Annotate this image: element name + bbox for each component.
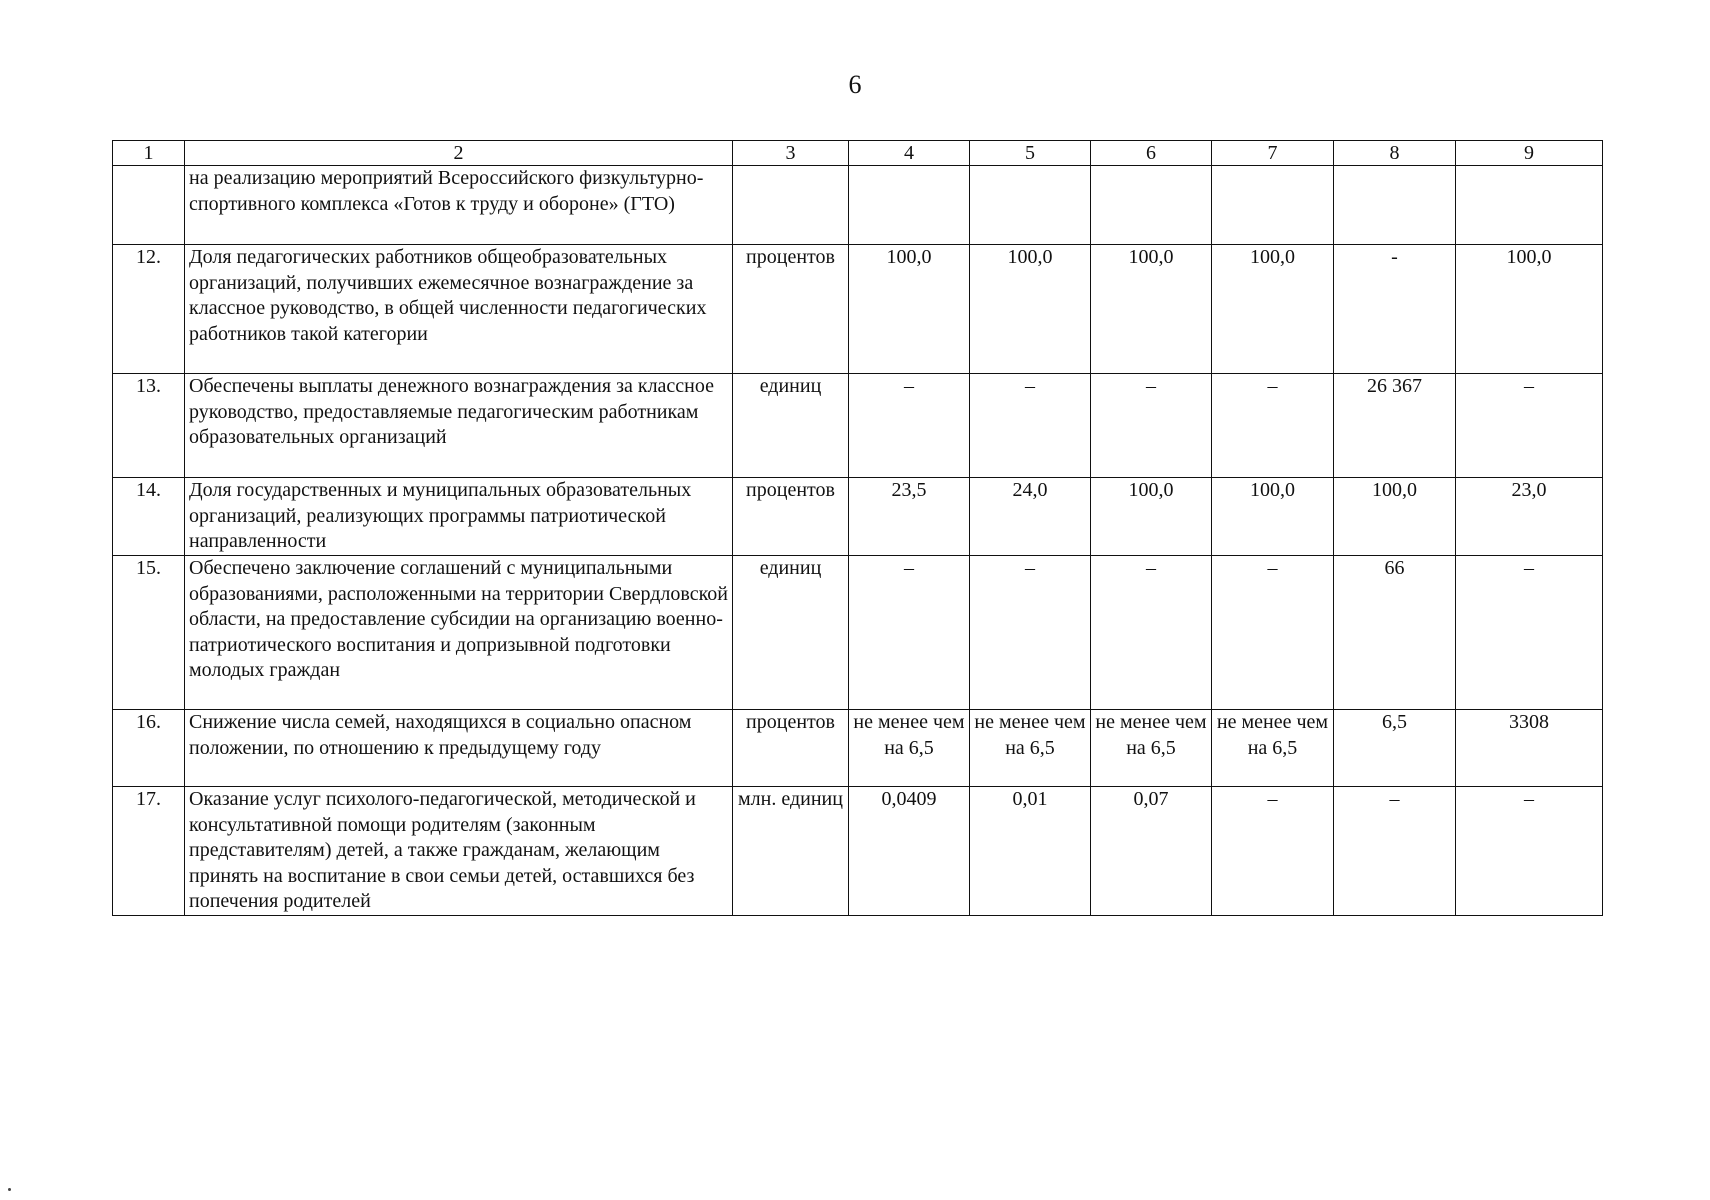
column-header: 3: [733, 141, 849, 166]
unit: единиц: [733, 556, 849, 710]
value-cell: 100,0: [970, 245, 1091, 374]
value-cell: –: [849, 374, 970, 478]
indicator-name: Доля педагогических работников общеобразовательных организаций, получивших ежемесячное вознаграждение за классное руководство, в общей численности педагогических работников такой категории: [185, 245, 733, 374]
value-cell: 100,0: [1212, 245, 1334, 374]
value-cell: 23,0: [1456, 478, 1603, 556]
row-number: 15.: [113, 556, 185, 710]
column-header: 9: [1456, 141, 1603, 166]
indicator-name: Обеспечено заключение соглашений с муниципальными образованиями, расположенными на территории Свердловской области, на предоставление субсидии на организацию военно-патриотического воспитания и допризывной подготовки молодых граждан: [185, 556, 733, 710]
unit: млн. единиц: [733, 787, 849, 916]
value-cell: [1456, 166, 1603, 245]
value-cell: 100,0: [1091, 478, 1212, 556]
value-cell: 24,0: [970, 478, 1091, 556]
value-cell: 3308: [1456, 710, 1603, 787]
unit: процентов: [733, 245, 849, 374]
value-cell: [1334, 166, 1456, 245]
row-number: 16.: [113, 710, 185, 787]
column-header: 8: [1334, 141, 1456, 166]
value-cell: не менее чем на 6,5: [1091, 710, 1212, 787]
page-number: 6: [848, 70, 862, 99]
unit: [733, 166, 849, 245]
value-cell: 100,0: [1212, 478, 1334, 556]
value-cell: [849, 166, 970, 245]
value-cell: 100,0: [1091, 245, 1212, 374]
row-number: 14.: [113, 478, 185, 556]
value-cell: –: [1456, 374, 1603, 478]
column-header: 1: [113, 141, 185, 166]
value-cell: –: [849, 556, 970, 710]
unit: процентов: [733, 710, 849, 787]
column-header: 4: [849, 141, 970, 166]
table-row: [113, 787, 1603, 916]
value-cell: 0,07: [1091, 787, 1212, 916]
value-cell: 0,01: [970, 787, 1091, 916]
indicator-name: Оказание услуг психолого-педагогической, методической и консультативной помощи родителям (законным представителям) детей, а также гражданам, желающим принять на воспитание в свои семьи детей, оставшихся без попечения родителей: [185, 787, 733, 916]
table-row: [113, 166, 1603, 245]
row-number: 13.: [113, 374, 185, 478]
table-row: [113, 245, 1603, 374]
indicator-name: Обеспечены выплаты денежного вознаграждения за классное руководство, предоставляемые педагогическим работникам образовательных организаций: [185, 374, 733, 478]
value-cell: 26 367: [1334, 374, 1456, 478]
value-cell: –: [970, 374, 1091, 478]
table-row: [113, 478, 1603, 556]
value-cell: 100,0: [849, 245, 970, 374]
value-cell: –: [1456, 556, 1603, 710]
value-cell: [1212, 166, 1334, 245]
value-cell: не менее чем на 6,5: [849, 710, 970, 787]
value-cell: –: [1456, 787, 1603, 916]
indicator-name: Доля государственных и муниципальных образовательных организаций, реализующих программы патриотической направленности: [185, 478, 733, 556]
value-cell: –: [1091, 556, 1212, 710]
row-number: 12.: [113, 245, 185, 374]
table-row: [113, 556, 1603, 710]
value-cell: 0,0409: [849, 787, 970, 916]
value-cell: –: [1212, 374, 1334, 478]
value-cell: 6,5: [1334, 710, 1456, 787]
value-cell: -: [1334, 245, 1456, 374]
value-cell: –: [1091, 374, 1212, 478]
value-cell: –: [1212, 787, 1334, 916]
value-cell: –: [1334, 787, 1456, 916]
value-cell: 23,5: [849, 478, 970, 556]
column-header: 5: [970, 141, 1091, 166]
indicator-name: на реализацию мероприятий Всероссийского физкультурно-спортивного комплекса «Готов к труду и обороне» (ГТО): [185, 166, 733, 245]
value-cell: –: [970, 556, 1091, 710]
table-row: [113, 374, 1603, 478]
column-header: 6: [1091, 141, 1212, 166]
value-cell: 66: [1334, 556, 1456, 710]
row-number: [113, 166, 185, 245]
value-cell: 100,0: [1456, 245, 1603, 374]
scan-speck: [8, 1188, 11, 1191]
unit: единиц: [733, 374, 849, 478]
unit: процентов: [733, 478, 849, 556]
column-header: 2: [185, 141, 733, 166]
indicator-name: Снижение числа семей, находящихся в социально опасном положении, по отношению к предыдущему году: [185, 710, 733, 787]
column-number-row: [113, 141, 1603, 166]
value-cell: не менее чем на 6,5: [970, 710, 1091, 787]
value-cell: [970, 166, 1091, 245]
column-header: 7: [1212, 141, 1334, 166]
indicators-table: [112, 140, 1603, 916]
table-row: [113, 710, 1603, 787]
value-cell: не менее чем на 6,5: [1212, 710, 1334, 787]
value-cell: 100,0: [1334, 478, 1456, 556]
row-number: 17.: [113, 787, 185, 916]
value-cell: –: [1212, 556, 1334, 710]
value-cell: [1091, 166, 1212, 245]
